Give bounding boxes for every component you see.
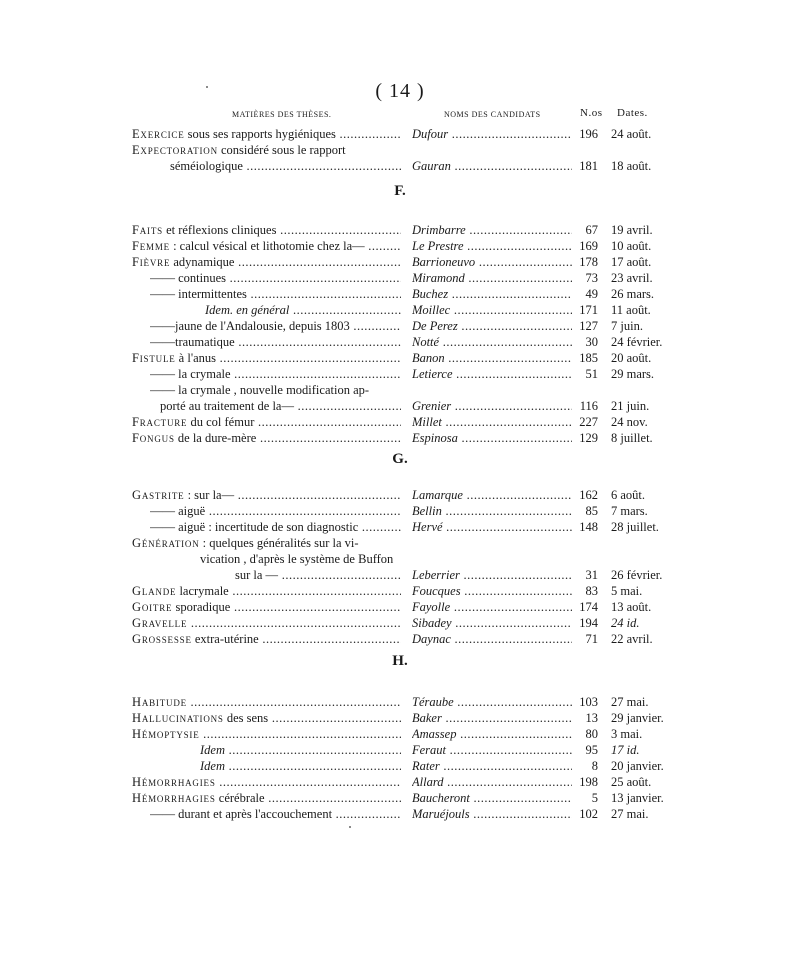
thesis-date: 11 août. [611,303,651,317]
subject-text: à l'anus [175,351,216,365]
candidate-name [412,302,572,318]
candidate-name [412,487,572,503]
candidate-name-text: Baker [412,711,442,725]
thesis-number: 30 [585,335,598,349]
thesis-date: 20 janvier. [611,759,664,773]
table-row [0,726,800,742]
table-row [0,382,800,398]
candidate-name [412,414,572,430]
thesis-subject [200,758,401,774]
subject-text: —— la crymale [150,367,231,381]
thesis-subject [132,694,401,710]
thesis-number: 227 [579,415,598,429]
table-row [0,270,800,286]
thesis-subject [132,430,401,446]
table-row [0,599,800,615]
thesis-number: 116 [579,399,598,413]
thesis-subject [150,270,401,286]
candidate-name-text: Baucheront [412,791,470,805]
paper-speck [349,826,351,828]
candidate-name [412,286,572,302]
thesis-number: 49 [585,287,598,301]
thesis-date: 10 août. [611,239,652,253]
thesis-date: 23 avril. [611,271,653,285]
subject-text: sous ses rapports hygiéniques [184,127,336,141]
subject-heading: Femme [132,239,170,253]
table-row [0,615,800,631]
thesis-date: 29 mars. [611,367,655,381]
thesis-date: 20 août. [611,351,652,365]
subject-text: lacrymale [176,584,229,598]
table-row [0,710,800,726]
thesis-date: 27 mai. [611,807,649,821]
subject-text: sporadique [172,600,231,614]
subject-heading: Hémorrhagies [132,775,216,789]
page-number: ( 14 ) [375,80,425,102]
thesis-date: 24 id. [611,616,640,630]
subject-text: cérébrale [215,791,265,805]
subject-text: —— aiguë [150,504,206,518]
subject-text: des sens [223,711,269,725]
candidate-name-text: Le Prestre [412,239,464,253]
table-row [0,774,800,790]
thesis-number: 129 [579,431,598,445]
table-row [0,430,800,446]
candidate-name-text: Notté [412,335,440,349]
candidate-name [412,270,572,286]
subject-text: adynamique [170,255,235,269]
thesis-number: 80 [585,727,598,741]
thesis-number: 178 [579,255,598,269]
thesis-date: 19 avril. [611,223,653,237]
candidate-name-text: Dufour [412,127,449,141]
candidate-name [412,726,572,742]
subject-text: : sur la— [184,488,235,502]
table-row [0,366,800,382]
thesis-subject [132,254,401,270]
table-row [0,142,800,158]
subject-text: —— durant et après l'accouchement [150,807,333,821]
thesis-subject [205,302,401,318]
thesis-number: 148 [579,520,598,534]
thesis-subject [150,382,401,398]
candidate-name-text: Miramond [412,271,465,285]
candidate-name-text: Hervé [412,520,443,534]
candidate-name [412,774,572,790]
thesis-date: 7 juin. [611,319,643,333]
table-row [0,238,800,254]
thesis-subject [132,710,401,726]
candidate-name [412,790,572,806]
thesis-number: 8 [591,759,598,773]
subject-text: —— la crymale , nouvelle modification ap- [150,383,370,397]
thesis-subject [132,599,401,615]
candidate-name [412,366,572,382]
thesis-number: 85 [585,504,598,518]
thesis-number: 83 [585,584,598,598]
table-row [0,318,800,334]
thesis-number: 162 [579,488,598,502]
thesis-date: 5 mai. [611,584,643,598]
subject-text: ——jaune de l'Andalousie, depuis 1803 [150,319,350,333]
paper-speck [206,86,208,88]
candidate-name [412,350,572,366]
thesis-number: 103 [579,695,598,709]
thesis-date: 21 juin. [611,399,650,413]
thesis-subject [150,366,401,382]
subject-heading: Fracture [132,415,188,429]
table-row [0,254,800,270]
subject-heading: Exercice [132,127,185,141]
candidate-name [412,334,572,350]
thesis-number: 194 [579,616,598,630]
thesis-subject [132,774,401,790]
candidate-name-text: Rater [412,759,440,773]
table-row [0,567,800,583]
thesis-subject [150,334,401,350]
table-row [0,535,800,551]
thesis-number: 171 [579,303,598,317]
header-candidates: NOMS DES CANDIDATS [444,110,541,119]
thesis-subject [170,158,401,174]
thesis-date: 24 février. [611,335,663,349]
subject-text: Idem [200,759,225,773]
candidate-name [412,583,572,599]
thesis-subject [132,238,401,254]
subject-text: —— aiguë : incertitude de son diagnostic [150,520,359,534]
thesis-date: 24 nov. [611,415,648,429]
header-number: N.os [580,107,603,119]
thesis-subject [150,318,401,334]
subject-heading: Fistule [132,351,176,365]
candidate-name-text: Gauran [412,159,451,173]
section-letter-g: G. [392,451,408,467]
candidate-name-text: Drimbarre [412,223,466,237]
subject-text: porté au traitement de la— [160,399,294,413]
subject-text: : calcul vésical et lithotomie chez la— [169,239,365,253]
header-subject: MATIÈRES DES THÈSES. [232,110,332,119]
table-row [0,350,800,366]
thesis-date: 7 mars. [611,504,648,518]
subject-text: ——traumatique [150,335,235,349]
thesis-number: 13 [585,711,598,725]
subject-text: —— intermittentes [150,287,247,301]
thesis-date: 26 février. [611,568,663,582]
thesis-date: 13 janvier. [611,791,664,805]
thesis-number: 102 [579,807,598,821]
candidate-name [412,254,572,270]
candidate-name-text: Téraube [412,695,454,709]
thesis-date: 3 mai. [611,727,643,741]
subject-heading: Fongus [132,431,175,445]
table-row [0,302,800,318]
thesis-date: 13 août. [611,600,652,614]
candidate-name [412,430,572,446]
thesis-number: 95 [585,743,598,757]
subject-heading: Génération [132,536,200,550]
candidate-name-text: De Perez [412,319,458,333]
candidate-name-text: Foucques [412,584,461,598]
thesis-number: 174 [579,600,598,614]
subject-heading: Glande [132,584,177,598]
thesis-number: 5 [591,791,598,805]
subject-heading: Fièvre [132,255,171,269]
subject-text: extra-utérine [191,632,259,646]
thesis-subject [150,519,401,535]
subject-heading: Hémoptysie [132,727,200,741]
thesis-date: 6 août. [611,488,646,502]
candidate-name [412,631,572,647]
subject-heading: Grossesse [132,632,192,646]
section-letter-h: H. [392,653,408,669]
candidate-name-text: Daynac [412,632,451,646]
subject-text: —— continues [150,271,227,285]
thesis-date: 22 avril. [611,632,653,646]
subject-text: vication , d'après le système de Buffon [200,552,394,566]
candidate-name [412,503,572,519]
thesis-subject [132,535,401,551]
subject-heading: Gravelle [132,616,188,630]
candidate-name [412,758,572,774]
thesis-subject [132,222,401,238]
subject-text: et réflexions cliniques [162,223,277,237]
candidate-name [412,710,572,726]
thesis-number: 169 [579,239,598,253]
table-row [0,806,800,822]
thesis-date: 18 août. [611,159,652,173]
table-row [0,742,800,758]
thesis-number: 127 [579,319,598,333]
thesis-date: 28 juillet. [611,520,659,534]
thesis-number: 198 [579,775,598,789]
candidate-name-text: Allard [412,775,444,789]
table-row [0,398,800,414]
thesis-date: 26 mars. [611,287,655,301]
subject-text: de la dure-mère [174,431,257,445]
candidate-name [412,222,572,238]
subject-text: Idem [200,743,225,757]
thesis-subject [200,551,451,567]
candidate-name [412,806,572,822]
candidate-name-text: Leberrier [412,568,460,582]
table-row [0,551,800,567]
thesis-number: 181 [579,159,598,173]
table-row [0,790,800,806]
thesis-subject [132,414,401,430]
candidate-name [412,158,572,174]
thesis-subject [160,398,401,414]
candidate-name-text: Letierce [412,367,453,381]
candidate-name [412,238,572,254]
thesis-date: 17 août. [611,255,652,269]
subject-heading: Hémorrhagies [132,791,216,805]
table-row [0,158,800,174]
candidate-name-text: Millet [412,415,442,429]
candidate-name-text: Fayolle [412,600,451,614]
thesis-subject [150,503,401,519]
thesis-subject [132,631,401,647]
table-row [0,286,800,302]
thesis-subject [235,567,401,583]
thesis-subject [200,742,401,758]
thesis-subject [150,806,401,822]
thesis-number: 51 [585,367,598,381]
subject-heading: Expectoration [132,143,218,157]
candidate-name [412,567,572,583]
subject-heading: Hallucinations [132,711,224,725]
candidate-name [412,126,572,142]
table-row [0,694,800,710]
candidate-name [412,519,572,535]
thesis-date: 25 août. [611,775,652,789]
subject-text: : quelques généralités sur la vi- [199,536,359,550]
candidate-name-text: Amassep [412,727,457,741]
candidate-name-text: Banon [412,351,445,365]
thesis-subject [132,615,401,631]
candidate-name [412,742,572,758]
subject-text: Idem. en général [205,303,290,317]
candidate-name [412,599,572,615]
subject-heading: Gastrite [132,488,185,502]
candidate-name-text: Espinosa [412,431,458,445]
thesis-subject [132,726,401,742]
candidate-name-text: Feraut [412,743,447,757]
candidate-name-text: Sibadey [412,616,452,630]
thesis-date: 8 juillet. [611,431,653,445]
thesis-subject [132,487,401,503]
thesis-number: 73 [585,271,598,285]
thesis-subject [132,350,401,366]
thesis-number: 185 [579,351,598,365]
thesis-number: 196 [579,127,598,141]
candidate-name-text: Bellin [412,504,442,518]
candidate-name-text: Maruéjouls [412,807,470,821]
thesis-date: 29 janvier. [611,711,664,725]
candidate-name-text: Lamarque [412,488,463,502]
thesis-date: 17 id. [611,743,640,757]
header-dates: Dates. [617,107,648,119]
subject-heading: Habitude [132,695,187,709]
subject-text: séméiologique [170,159,243,173]
table-row [0,334,800,350]
section-letter-f: F. [394,183,406,199]
table-row [0,414,800,430]
thesis-date: 27 mai. [611,695,649,709]
candidate-name [412,398,572,414]
thesis-date: 24 août. [611,127,652,141]
candidate-name [412,694,572,710]
subject-text: sur la — [235,568,279,582]
thesis-number: 71 [585,632,598,646]
table-row [0,758,800,774]
thesis-subject [132,142,401,158]
subject-heading: Faits [132,223,163,237]
subject-heading: Goitre [132,600,173,614]
candidate-name [412,615,572,631]
thesis-subject [132,790,401,806]
table-row [0,631,800,647]
candidate-name-text: Buchez [412,287,449,301]
table-row [0,583,800,599]
table-row [0,222,800,238]
table-row [0,519,800,535]
candidate-name-text: Moillec [412,303,451,317]
candidate-name [412,318,572,334]
candidate-name-text: Barrioneuvo [412,255,476,269]
thesis-number: 31 [585,568,598,582]
candidate-name-text: Grenier [412,399,452,413]
thesis-number: 67 [585,223,598,237]
table-row [0,487,800,503]
subject-text: considéré sous le rapport [217,143,346,157]
thesis-subject [132,583,401,599]
thesis-subject [132,126,401,142]
subject-text: du col fémur [187,415,255,429]
table-row [0,126,800,142]
thesis-subject [150,286,401,302]
table-row [0,503,800,519]
